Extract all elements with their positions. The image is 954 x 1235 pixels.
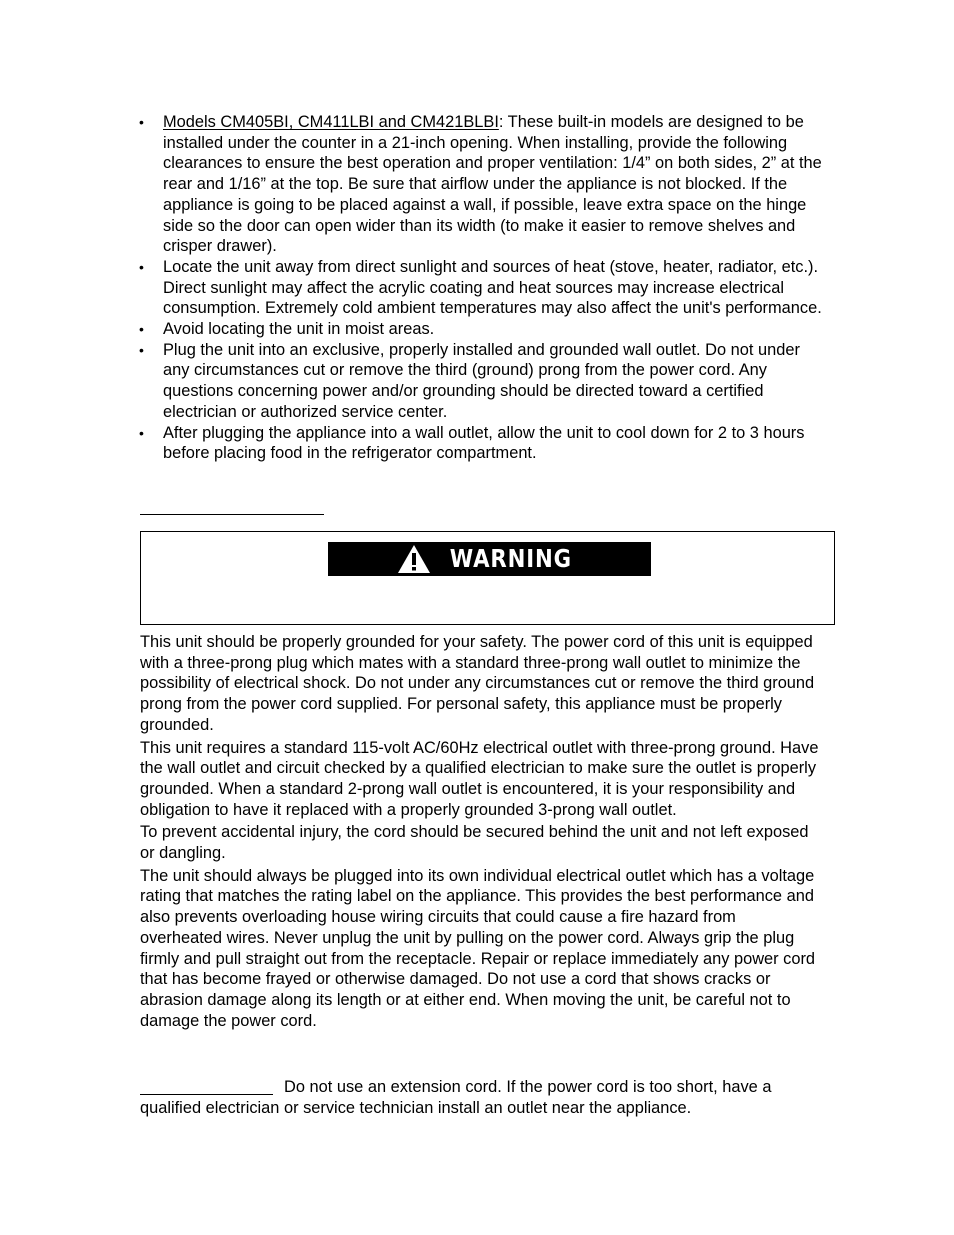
paragraph: This unit should be properly grounded for your safety. The power cord of this unit is equipped with a three-prong plug which mates with a standard three-prong wall outlet to minimize the possibility of electrical shock. Do not under any circumstances cut or remove the third ground prong from the power cord supplied. For personal safety, this appliance must be properly grounded. [140, 633, 815, 734]
bullet-item-moisture [163, 319, 823, 340]
bullet-item-cool-down [163, 423, 823, 464]
warning-label: WARNING [449, 544, 572, 573]
bullet-text: Locate the unit away from direct sunlight and sources of heat (stove, heater, radiator, etc.). Direct sunlight may affect the acrylic coating and heat sources may increase electrical consumption. Extremely cold ambient temperatures may also affect the unit's performance. [163, 257, 822, 318]
warning-triangle-icon [397, 544, 431, 574]
bullet-text: Avoid locating the unit in moist areas. [163, 320, 435, 339]
paragraph: This unit requires a standard 115-volt AC/60Hz electrical outlet with three-prong ground. Have the wall outlet and circuit checked by a qualified electrician to make sure the outlet is properly grounded. When a standard 2-prong wall outlet is encountered, it is your responsibility and obligation to have it replaced with a properly grounded 3-prong wall outlet. [140, 738, 819, 819]
grounding-instructions [140, 632, 820, 1033]
paragraph: The unit should always be plugged into its own individual electrical outlet which has a voltage rating that matches the rating label on the appliance. This provides the best performance and also prevents overloading house wiring circuits that could cause a fire hazard from overheated wires. Never unplug the unit by pulling on the power cord. Always grip the plug firmly and pull straight out from the receptacle. Repair or replace immediately any power cord that has become frayed or otherwise damaged. Do not use a cord that shows cracks or abrasion damage along its length or at either end. When moving the unit, be careful not to damage the power cord. [140, 866, 816, 1030]
bullet-text: Plug the unit into an exclusive, properly installed and grounded wall outlet. Do not under any circumstances cut or remove the third (ground) prong from the power cord. Any questions concerning power and/or grounding should be directed toward a certified electrician or authorized service center. [163, 340, 800, 421]
installation-bullet-list [163, 112, 823, 464]
models-label: Models CM405BI, CM411LBI and CM421BLBI [163, 113, 499, 131]
bullet-item-built-in-models [163, 112, 823, 257]
bullet-item-location [163, 257, 823, 319]
paragraph: To prevent accidental injury, the cord should be secured behind the unit and not left exposed or dangling. [140, 823, 809, 863]
bullet-text: After plugging the appliance into a wall outlet, allow the unit to cool down for 2 to 3 hours before placing food in the refrigerator compartment. [163, 423, 805, 463]
bullet-text: : These built-in models are designed to be installed under the counter in a 21-inch opening. When installing, provide the following clearances to ensure the best operation and proper ventilation: 1/4” on both sides, 2” at the rear and 1/16” at the top. Be sure that airflow under the appliance is not blocked. If the appliance is going to be placed against a wall, if possible, leave extra space on the hinge side so the door can open wider than its width (to make it easier to remove shelves and crisper drawer). [163, 113, 822, 256]
warning-banner [328, 542, 651, 576]
extension-cord-note: Do not use an extension cord. If the power cord is too short, have a qualified electrician or service technician install an outlet near the appliance. [140, 1078, 772, 1117]
bullet-item-outlet [163, 340, 823, 423]
section-divider [140, 514, 324, 515]
